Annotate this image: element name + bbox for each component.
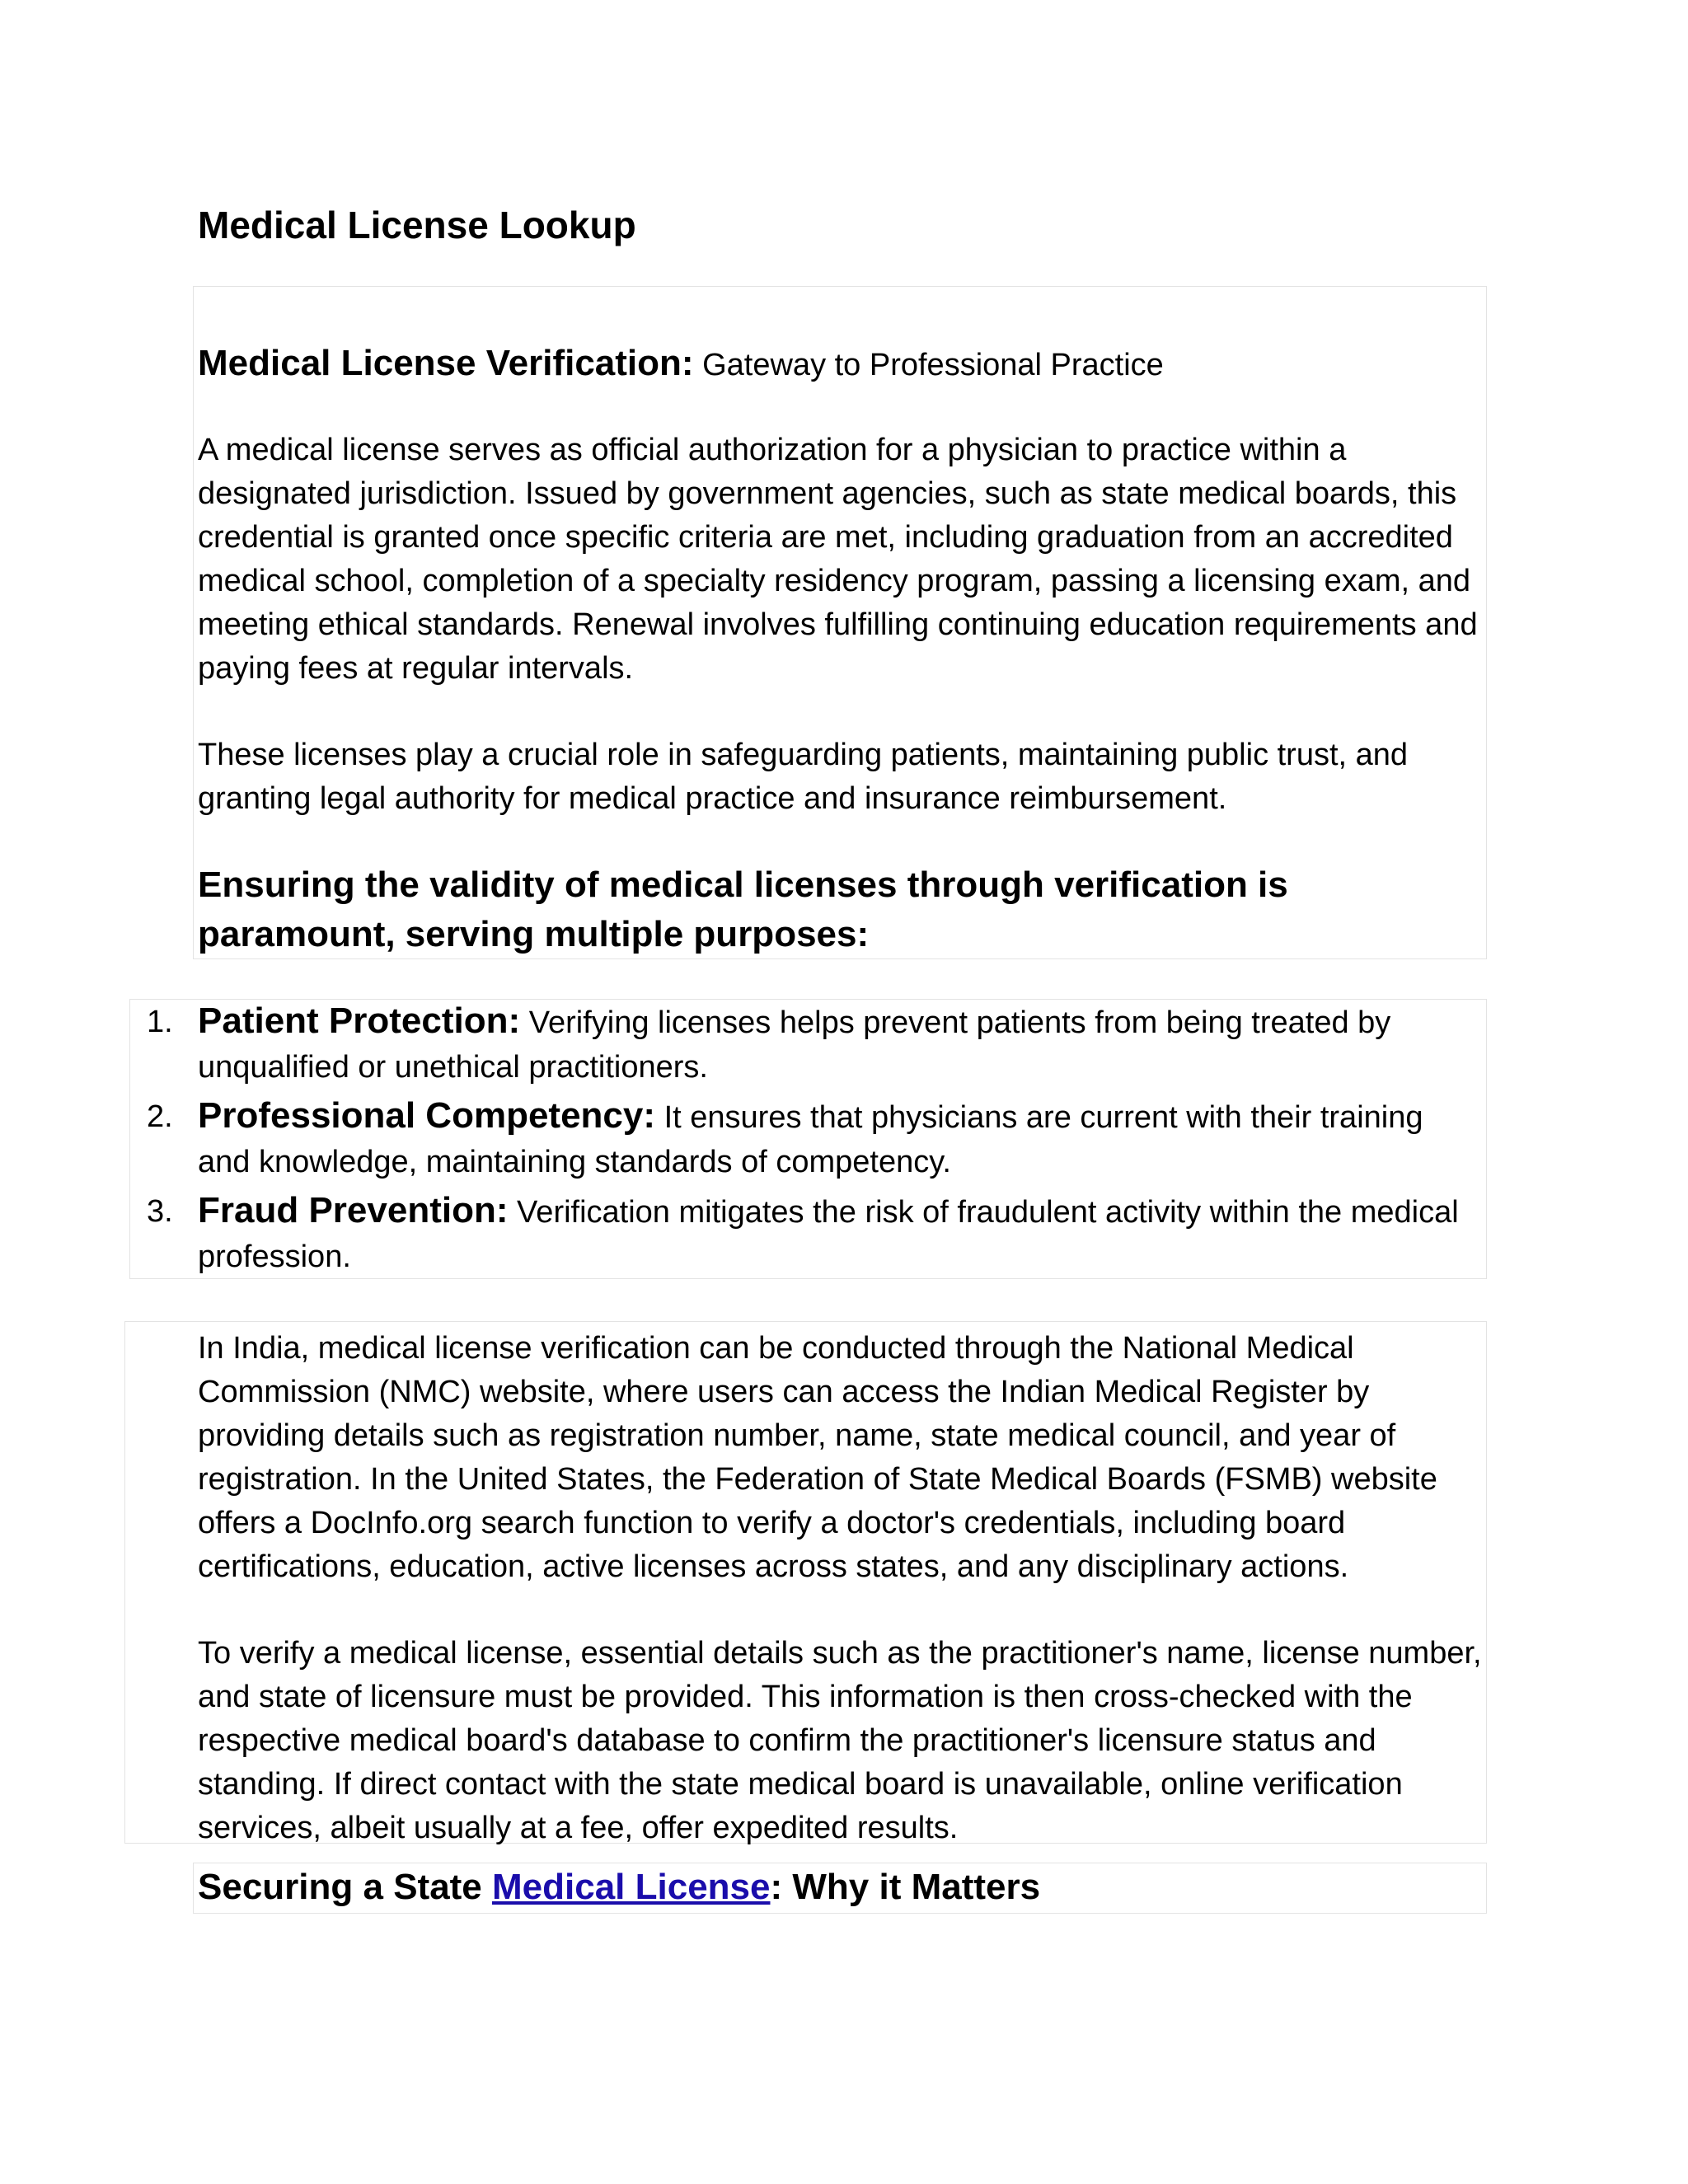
page-title: Medical License Lookup xyxy=(198,204,636,246)
purpose-number: 3. xyxy=(147,1194,173,1229)
purpose-number: 2. xyxy=(147,1099,173,1134)
state-license-heading xyxy=(198,1863,1484,1912)
purpose-term: Fraud Prevention: xyxy=(198,1190,509,1230)
verification-process-paragraph: To verify a medical license, essential details such as the practitioner's name, license number, and state of licensure must be provided. This information is then cross-checked with the respective medical board's database to confirm the practitioner's licensure status and standing. If direct contact with the state medical board is unavailable, online verification services, albeit usually at a fee, offer expedited results. xyxy=(198,1636,1482,1845)
verification-section-heading xyxy=(198,336,1484,392)
license-role-paragraph: These licenses play a crucial role in safeguarding patients, maintaining public trust, and granting legal authority for medical practice and insurance reimbursement. xyxy=(198,738,1409,816)
purpose-text: It ensures that physicians are current with their training and knowledge, maintaining standards of competency. xyxy=(198,1100,1423,1179)
purpose-item-patient-protection xyxy=(147,999,1484,1090)
purpose-term: Patient Protection: xyxy=(198,1001,521,1041)
verification-by-country-paragraph: In India, medical license verification can be conducted through the National Medical Commission (NMC) website, where users can access the Indian Medical Register by providing details such as registration number, name, state medical council, and year of registration. In the United States, the Federation of State Medical Boards (FSMB) website offers a DocInfo.org search function to verify a doctor's credentials, including board certifications, education, active licenses across states, and any disciplinary actions. xyxy=(198,1331,1437,1584)
verification-heading-strong: Medical License Verification: xyxy=(198,343,694,383)
purpose-text: Verification mitigates the risk of fraudulent activity within the medical profession. xyxy=(198,1195,1459,1274)
purposes-heading: Ensuring the validity of medical licenses through verification is paramount, serving multiple purposes: xyxy=(198,865,1288,954)
medical-license-link[interactable]: Medical License xyxy=(492,1867,771,1907)
purpose-number: 1. xyxy=(147,1005,173,1039)
state-license-heading-prefix: Securing a State xyxy=(198,1867,493,1907)
purposes-list xyxy=(147,999,1484,1283)
license-definition-paragraph: A medical license serves as official authorization for a physician to practice within a designated jurisdiction. Issued by government agencies, such as state medical boards, this credential is granted once specific criteria are met, including graduation from an accredited medical school, completion of a specialty residency program, passing a licensing exam, and meeting ethical standards. Renewal involves fulfilling continuing education requirements and paying fees at regular intervals. xyxy=(198,433,1478,686)
purpose-text: Verifying licenses helps prevent patients from being treated by unqualified or unethical practitioners. xyxy=(198,1005,1391,1085)
purpose-item-fraud-prevention xyxy=(147,1188,1484,1279)
purpose-item-professional-competency xyxy=(147,1094,1484,1184)
verification-heading-subtitle: Gateway to Professional Practice xyxy=(693,348,1164,382)
purpose-term: Professional Competency: xyxy=(198,1095,656,1136)
state-license-heading-suffix: : Why it Matters xyxy=(770,1867,1041,1907)
